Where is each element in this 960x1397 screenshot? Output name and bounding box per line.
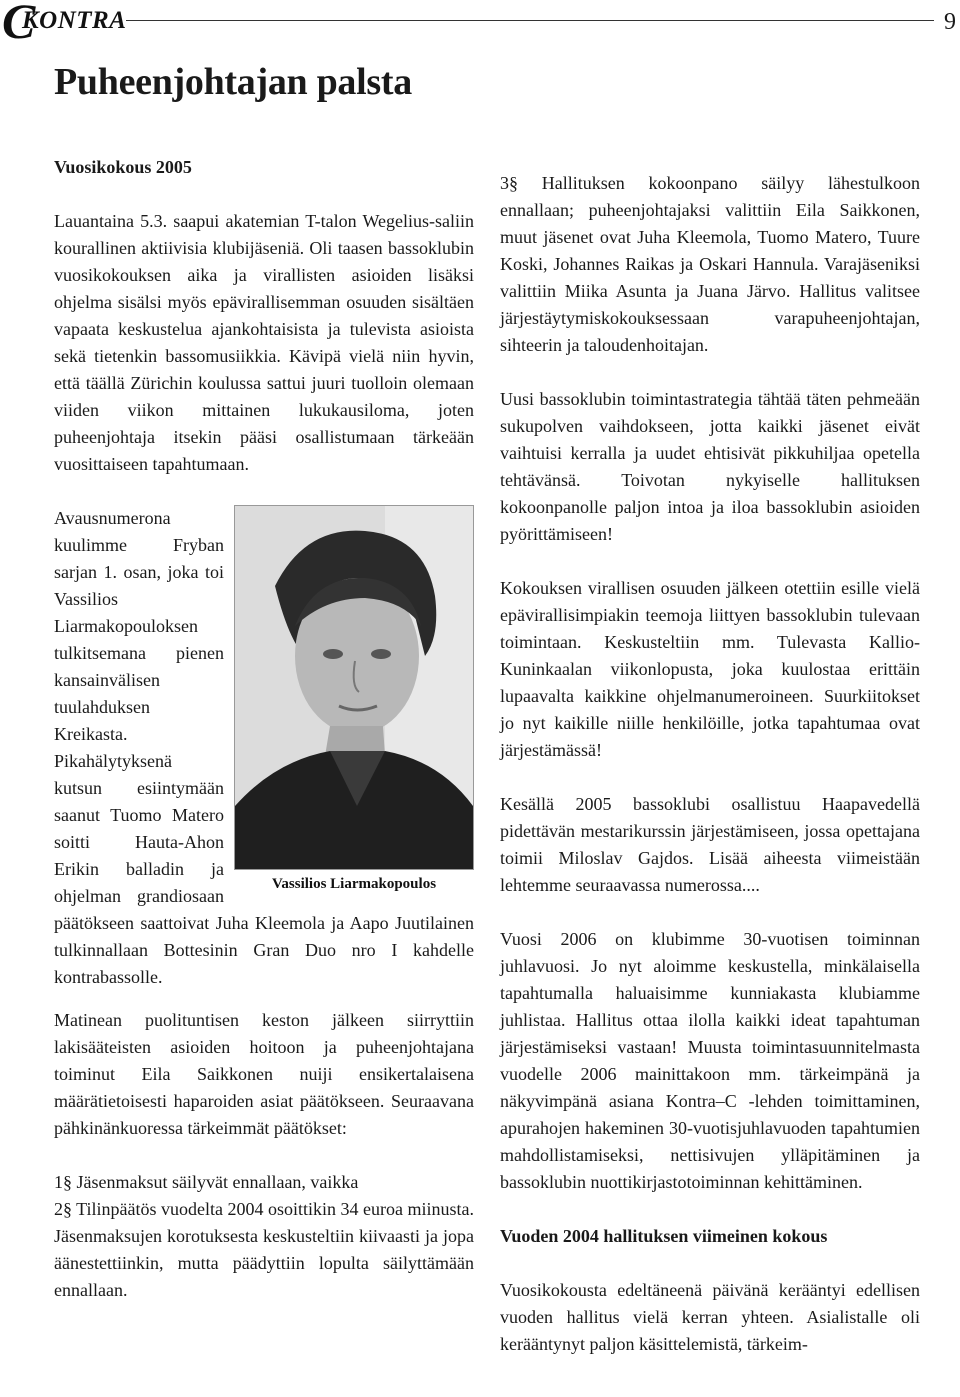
photo-wrap-block (54, 505, 474, 991)
paragraph: Vuosi 2006 on klubimme 30-vuotisen toiminnan juhlavuosi. Jo nyt aloimme keskustella, minkälaisella tapahtumalla haluaisimme kunniakasta klubiamme juhlistaa. Hallitus ottaa ilolla kaikki ideat tapahtuman järjestämiseksi vastaan! Muusta toimintasuunnitelmasta vuodelle 2006 mainittakoon mm. tärkeimpänä ja näkyvimpänä asiana Kontra–C -lehden toimittaminen, apurahojen hakeminen 30-vuotisjuhlavuoden tapahtumien mahdollistamiseksi, nettisivujen ylläpitäminen ja bassoklubin nuottikirjastotoiminnan kehittäminen. (500, 929, 920, 1192)
logo-text: KONTRA (22, 7, 127, 34)
photo-caption: Vassilios Liarmakopoulos (271, 876, 437, 892)
header-rule (126, 20, 934, 21)
paragraph: Avausnumerona kuulimme Fryban sarjan 1. osan, joka toi Vassilios Liarmakopouloksen tulkitsemana pienen kansainvälisen tuulahduksen Kreikasta. Pikahälytyksenä kutsun esiintymään saanut Tuomo Matero soitti Hauta-Ahon Erikin balladin ja ohjelman grandiosaan päätökseen saattoivat Juha Kleemola ja Aapo Juutilainen tulkinnallaan Bottesinin Gran Duo nro I kahdelle kontrabassolle. (54, 508, 474, 987)
decision-item-1: 1§ Jäsenmaksut säilyvät ennallaan, vaikka (54, 1172, 359, 1192)
paragraph: Vuosikokousta edeltäneenä päivänä kerääntyi edellisen vuoden hallitus vielä kerran yhteen. Asialistalle oli kerääntynyt paljon käsittelemistä, tärkeim- (500, 1280, 920, 1354)
paragraph: Kokouksen virallisen osuuden jälkeen otettiin esille vielä epävirallisimpiakin teemoja liittyen bassoklubin tulevaan toimintaan. Keskusteltiin mm. Tulevasta Kallio-Kuninkaalan viikonlopusta, joka kuulostaa erittäin lupaavalta kaikkine ohjelmanumeroineen. Suurkiitokset jo nyt kaikille niille henkilöille, jotka tapahtumaa ovat järjestämässä! (500, 578, 920, 760)
paragraph: 3§ Hallituksen kokoonpano säilyy lähestulkoon ennallaan; puheenjohtajaksi valittiin Eila Saikkonen, muut jäsenet ovat Juha Kleemola, Tuomo Matero, Tuure Koski, Johannes Raikas ja Oskari Hannula. Varajäseniksi valittiin Miika Asunta ja Juana Järvo. Hallitus valitsee järjestäytymiskokouksessaan varapuheenjohtajan, sihteerin ja taloudenhoitajan. (500, 173, 920, 355)
left-column (54, 154, 474, 1304)
photo-figure (234, 505, 474, 894)
page-title: Puheenjohtajan palsta (54, 61, 412, 103)
paragraph: Kesällä 2005 bassoklubi osallistuu Haapavedellä pidettävän mestarikurssin järjestämiseen, jossa opettajana toimii Miloslav Gajdos. Lisää aiheesta viimeistään lehtemme seuraavassa numerossa.... (500, 794, 920, 895)
paragraph: Uusi bassoklubin toimintastrategia tähtää täten pehmeään sukupolven vaihdokseen, jotta kaikki jäsenet eivät vaihtuisi kerralla ja uudet ehtisivät pikkuhiljaa opetella tehtävänsä. Toivotan nykyiselle hallituksen kokoonpanolle paljon intoa ja iloa bassoklubin asioiden pyörittämiseen! (500, 389, 920, 544)
page-header (0, 0, 960, 50)
section-heading-annual-meeting: Vuosikokous 2005 (54, 157, 192, 177)
portrait-photo (234, 505, 474, 870)
logo-initial: C (2, 0, 36, 49)
section-heading-last-board-meeting: Vuoden 2004 hallituksen viimeinen kokous (500, 1226, 828, 1246)
kontra-logo (2, 0, 132, 49)
page-number: 9 (944, 9, 956, 35)
paragraph: Matinean puolituntisen keston jälkeen siirryttiin lakisääteisten asioiden hoitoon ja puheenjohtajana toiminut Eila Saikkonen nuiji ensikertalaisena määrätietoisesti haparoiden asiat päätökseen. Seuraavana pähkinänkuoressa tärkeimmät päätökset: (54, 1010, 474, 1138)
decision-item-2: 2§ Tilinpäätös vuodelta 2004 osoittikin 34 euroa miinusta. Jäsenmaksujen korotuksesta keskusteltiin kiivaasti ja jopa äänestettiinkin, mutta päädyttiin lopulta säilyttämään ennallaan. (54, 1199, 474, 1300)
right-column (500, 170, 920, 1358)
paragraph: Lauantaina 5.3. saapui akatemian T-talon Wegelius-saliin kourallinen aktiivisia klubijäseniä. Oli taasen bassoklubin vuosikokouksen aika ja virallisten asioiden lisäksi ohjelma sisälsi myös epävirallisemman osuuden sisältäen vapaata keskustelua ajankohtaisista ja tulevista asioista sekä tietenkin bassomusiikkia. Kävipä vielä niin hyvin, että täällä Zürichin koulussa sattui juuri tuolloin olemaan viiden viikon mittainen lukukausiloma, joten puheenjohtaja itsekin pääsi osallistumaan tärkeään vuosittaiseen tapahtumaan. (54, 211, 474, 474)
